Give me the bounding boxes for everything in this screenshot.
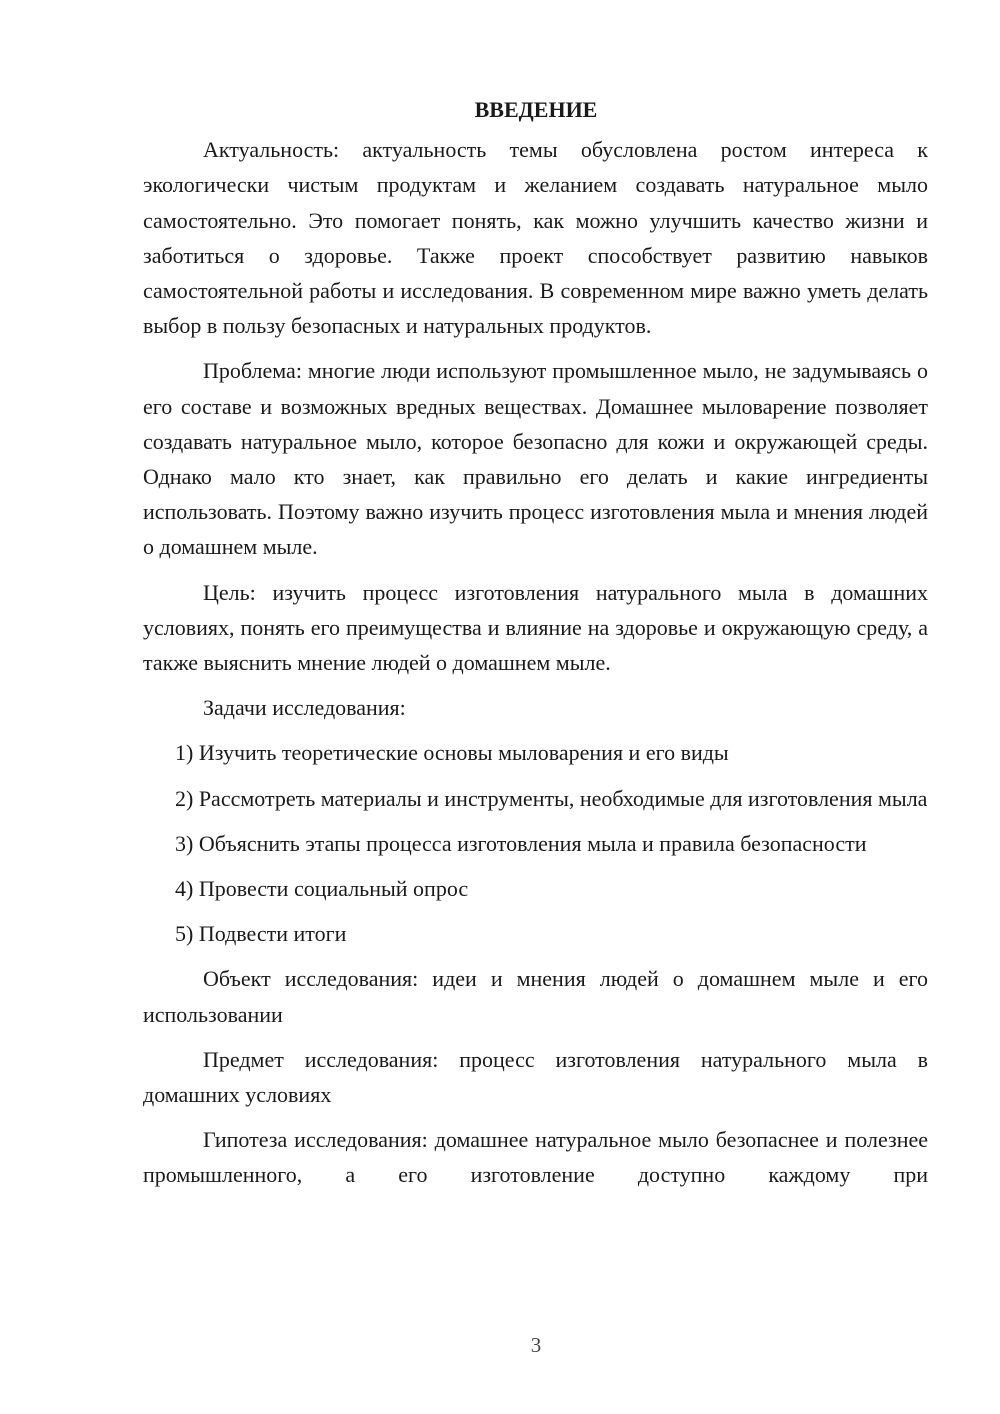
task-item-5: 5) Подвести итоги xyxy=(175,921,347,947)
paragraph-problem: Проблема: многие люди используют промышленное мыло, не задумываясь о его составе и возможных вредных веществах. Домашнее мыловарение позволяет создавать натуральное мыло, которое безопасно для кожи и окружающей среды. Однако мало кто знает, как правильно его делать и какие ингредиенты использовать. Поэтому важно изучить процесс изготовления мыла и мнения людей о домашнем мыле. xyxy=(143,358,928,560)
task-item-3: 3) Объяснить этапы процесса изготовления мыла и правила безопасности xyxy=(175,830,867,856)
task-item-1: 1) Изучить теоретические основы мыловарения и его виды xyxy=(175,740,729,766)
paragraph-goal: Цель: изучить процесс изготовления натурального мыла в домашних условиях, понять его преимущества и влияние на здоровье и окружающую среду, а также выяснить мнение людей о домашнем мыле. xyxy=(143,579,928,676)
section-heading: ВВЕДЕНИЕ xyxy=(474,97,598,122)
task-item-4: 4) Провести социальный опрос xyxy=(175,876,469,902)
page-number: 3 xyxy=(530,1333,542,1357)
paragraph-object: Объект исследования: идеи и мнения людей о домашнем мыле и его использовании xyxy=(143,966,928,1027)
paragraph-relevance: Актуальность: актуальность темы обусловлена ростом интереса к экологически чистым продуктам и желанием создавать натуральное мыло самостоятельно. Это помогает понять, как можно улучшить качество жизни и заботиться о здоровье. Также проект способствует развитию навыков самостоятельной работы и исследования. В современном мире важно уметь делать выбор в пользу безопасных и натуральных продуктов. xyxy=(143,137,928,339)
document-page xyxy=(143,92,928,1193)
task-item-2: 2) Рассмотреть материалы и инструменты, необходимые для изготовления мыла xyxy=(175,785,928,811)
paragraph-hypothesis: Гипотеза исследования: домашнее натуральное мыло безопаснее и полезнее промышленного, а его изготовление доступно каждому при xyxy=(143,1127,928,1188)
paragraph-subject: Предмет исследования: процесс изготовления натурального мыла в домашних условиях xyxy=(143,1046,928,1108)
paragraph-tasks-title: Задачи исследования: xyxy=(203,695,406,721)
